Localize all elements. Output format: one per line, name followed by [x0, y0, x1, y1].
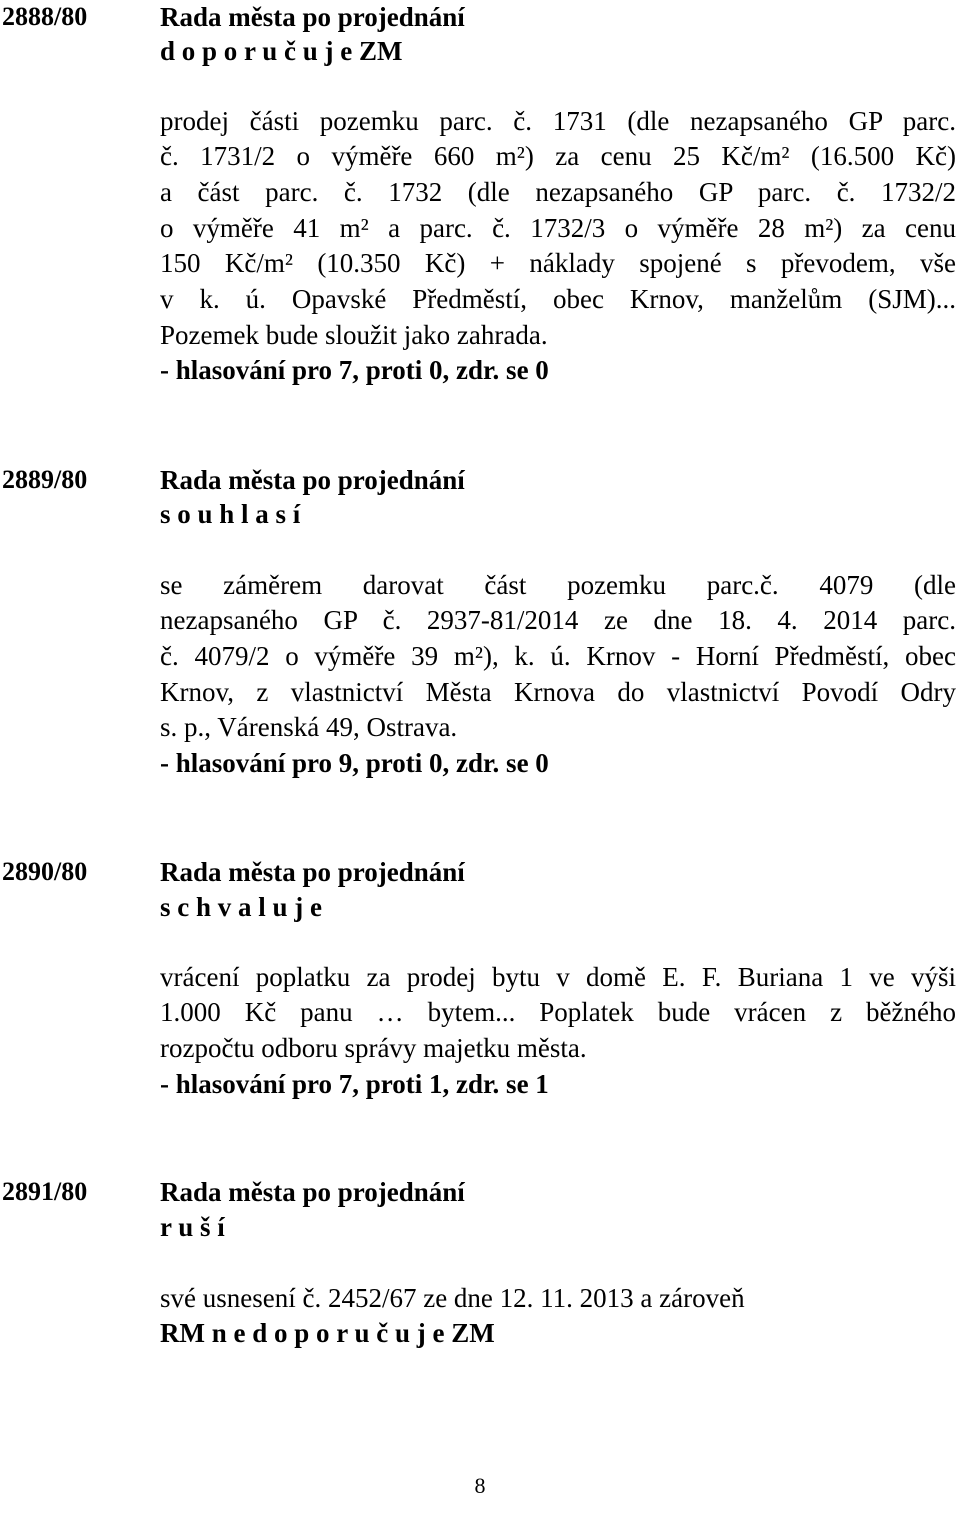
resolution-text-line: Pozemek bude sloužit jako zahrada. — [160, 320, 548, 350]
vote-result: - hlasování pro 7, proti 0, zdr. se 0 — [160, 355, 549, 385]
resolution-text-line: č. 1731/2 o výměře 660 m²) za cenu 25 Kč/m² (16.500 Kč) — [160, 141, 956, 171]
resolution-text-line: s. p., Várenská 49, Ostrava. — [160, 712, 458, 742]
resolution-text-line: nezapsaného GP č. 2937-81/2014 ze dne 18. 4. 2014 parc. — [160, 605, 956, 635]
resolution-heading: Rada města po projednání — [160, 2, 465, 32]
resolution-heading: Rada města po projednání — [160, 1177, 465, 1207]
page-number: 8 — [474, 1473, 486, 1498]
resolution-text-line: a část parc. č. 1732 (dle nezapsaného GP parc. č. 1732/2 — [160, 177, 956, 207]
resolution-text-line: Krnov, z vlastnictví Města Krnova do vlastnictví Povodí Odry — [160, 677, 956, 707]
vote-result: - hlasování pro 9, proti 0, zdr. se 0 — [160, 748, 549, 778]
resolution-text-line: se záměrem darovat část pozemku parc.č. 4079 (dle — [160, 570, 956, 600]
resolution-verb: s c h v a l u j e — [160, 892, 322, 922]
resolution-text-line: prodej části pozemku parc. č. 1731 (dle nezapsaného GP parc. — [160, 106, 956, 136]
resolution-text-line: 150 Kč/m² (10.350 Kč) + náklady spojené s převodem, vše — [160, 248, 956, 278]
resolution-number: 2891/80 — [2, 1177, 88, 1206]
resolution-text-line: 1.000 Kč panu … bytem... Poplatek bude vrácen z běžného — [160, 997, 956, 1027]
resolution-verb: r u š í — [160, 1212, 225, 1242]
vote-result: - hlasování pro 7, proti 1, zdr. se 1 — [160, 1069, 549, 1099]
resolution-text-line: své usnesení č. 2452/67 ze dne 12. 11. 2013 a zároveň — [160, 1283, 745, 1313]
resolution-heading: Rada města po projednání — [160, 857, 465, 887]
resolution-text-line: o výměře 41 m² a parc. č. 1732/3 o výměře 28 m²) za cenu — [160, 213, 956, 243]
resolution-closing: RM n e d o p o r u č u j e ZM — [160, 1318, 495, 1348]
resolution-verb: d o p o r u č u j e ZM — [160, 36, 403, 66]
resolution-text-line: č. 4079/2 o výměře 39 m²), k. ú. Krnov - Horní Předměstí, obec — [160, 641, 956, 671]
resolution-number: 2890/80 — [2, 857, 88, 886]
resolution-heading: Rada města po projednání — [160, 465, 465, 495]
resolution-verb: s o u h l a s í — [160, 499, 301, 529]
resolution-number: 2889/80 — [2, 465, 88, 494]
resolution-number: 2888/80 — [2, 2, 88, 31]
resolution-text-line: v k. ú. Opavské Předměstí, obec Krnov, manželům (SJM)... — [160, 284, 956, 314]
resolution-text-line: vrácení poplatku za prodej bytu v domě E. F. Buriana 1 ve výši — [160, 962, 956, 992]
resolution-text-line: rozpočtu odboru správy majetku města. — [160, 1033, 587, 1063]
